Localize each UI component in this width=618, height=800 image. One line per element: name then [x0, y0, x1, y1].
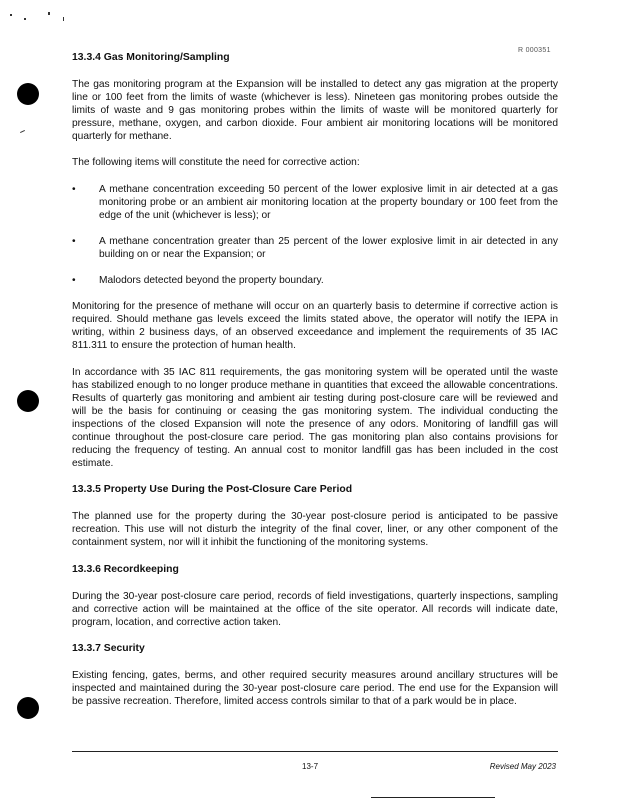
paragraph: During the 30-year post-closure care period, records of field investigations, quarterly inspections, sampling and corrective action will be maintained at the office of the site operator. All records will indicate date, program, location, and corrective action taken.	[72, 590, 558, 628]
scan-speck	[63, 17, 64, 21]
binder-hole-middle	[17, 390, 39, 412]
binder-hole-bottom	[17, 697, 39, 719]
document-body	[72, 51, 558, 721]
paragraph: The gas monitoring program at the Expansion will be installed to detect any gas migration at the property line or 100 feet from the limits of waste (whichever is less). Nineteen gas monitoring probes outside the limits of waste and 9 gas monitoring probes within the limits of waste will be monitored quarterly for pressure, methane, oxygen, and carbon dioxide. Four ambient air monitoring locations will be monitored quarterly for methane.	[72, 79, 558, 143]
paragraph: The planned use for the property during the 30-year post-closure period is anticipated to be passive recreation. This use will not disturb the integrity of the final cover, liner, or any other component of the containment system, nor will it inhibit the functioning of the monitoring systems.	[72, 511, 558, 549]
list-item: • Malodors detected beyond the property boundary.	[72, 274, 558, 287]
page-number: 13-7	[302, 762, 319, 771]
paragraph: The following items will constitute the need for corrective action:	[72, 157, 360, 169]
paragraph: In accordance with 35 IAC 811 requirements, the gas monitoring system will be operated until the waste has stabilized enough to no longer produce methane in quantities that exceed the allowable concentrations. Results of quarterly gas monitoring and ambient air testing during post-closure care will be reviewed and will be the basis for continuing or ceasing the gas monitoring system. The individual conducting the inspections of the closed Expansion will note the presence of any odors. Monitoring of landfill gas will continue throughout the post-closure care period. The gas monitoring plan also contains provisions for reducing the frequency of testing. An annual cost to monitor landfill gas has been included in the cost estimate.	[72, 366, 558, 470]
corrective-action-list	[72, 183, 558, 288]
footer-divider	[72, 751, 558, 752]
section-heading-property-use: 13.3.5 Property Use During the Post-Closure Care Period	[72, 484, 353, 496]
list-item: • A methane concentration greater than 25 percent of the lower explosive limit in air detected in any building on or near the Expansion; or	[72, 235, 558, 261]
binder-hole-top	[17, 83, 39, 105]
paragraph: Monitoring for the presence of methane will occur on an quarterly basis to determine if corrective action is required. Should methane gas levels exceed the limits stated above, the operator will notify the IEPA in writing, within 2 business days, of an observed exceedance and implement the requirements of 35 IAC 811.311 to ensure the protection of human health.	[72, 301, 558, 352]
scan-speck	[48, 12, 50, 15]
scan-speck	[20, 130, 25, 133]
scan-speck	[10, 14, 12, 16]
scan-speck	[24, 18, 26, 20]
list-item: • A methane concentration exceeding 50 percent of the lower explosive limit in air detected at a gas monitoring probe or an ambient air monitoring location at the property boundary or 100 feet from the edge of the unit (whichever is less); or	[72, 183, 558, 222]
section-heading-recordkeeping: 13.3.6 Recordkeeping	[72, 563, 179, 575]
bottom-rule	[371, 797, 495, 798]
revision-date: Revised May 2023	[489, 762, 556, 771]
section-heading-gas-monitoring: 13.3.4 Gas Monitoring/Sampling	[72, 52, 230, 63]
bates-number: R 000351	[518, 47, 551, 54]
section-heading-security: 13.3.7 Security	[72, 642, 145, 654]
paragraph: Existing fencing, gates, berms, and other required security measures around ancillary structures will be inspected and maintained during the 30-year post-closure care period. The end use for the Expansion will be passive recreation. Therefore, limited access controls similar to that of a park would be in place.	[72, 669, 558, 707]
